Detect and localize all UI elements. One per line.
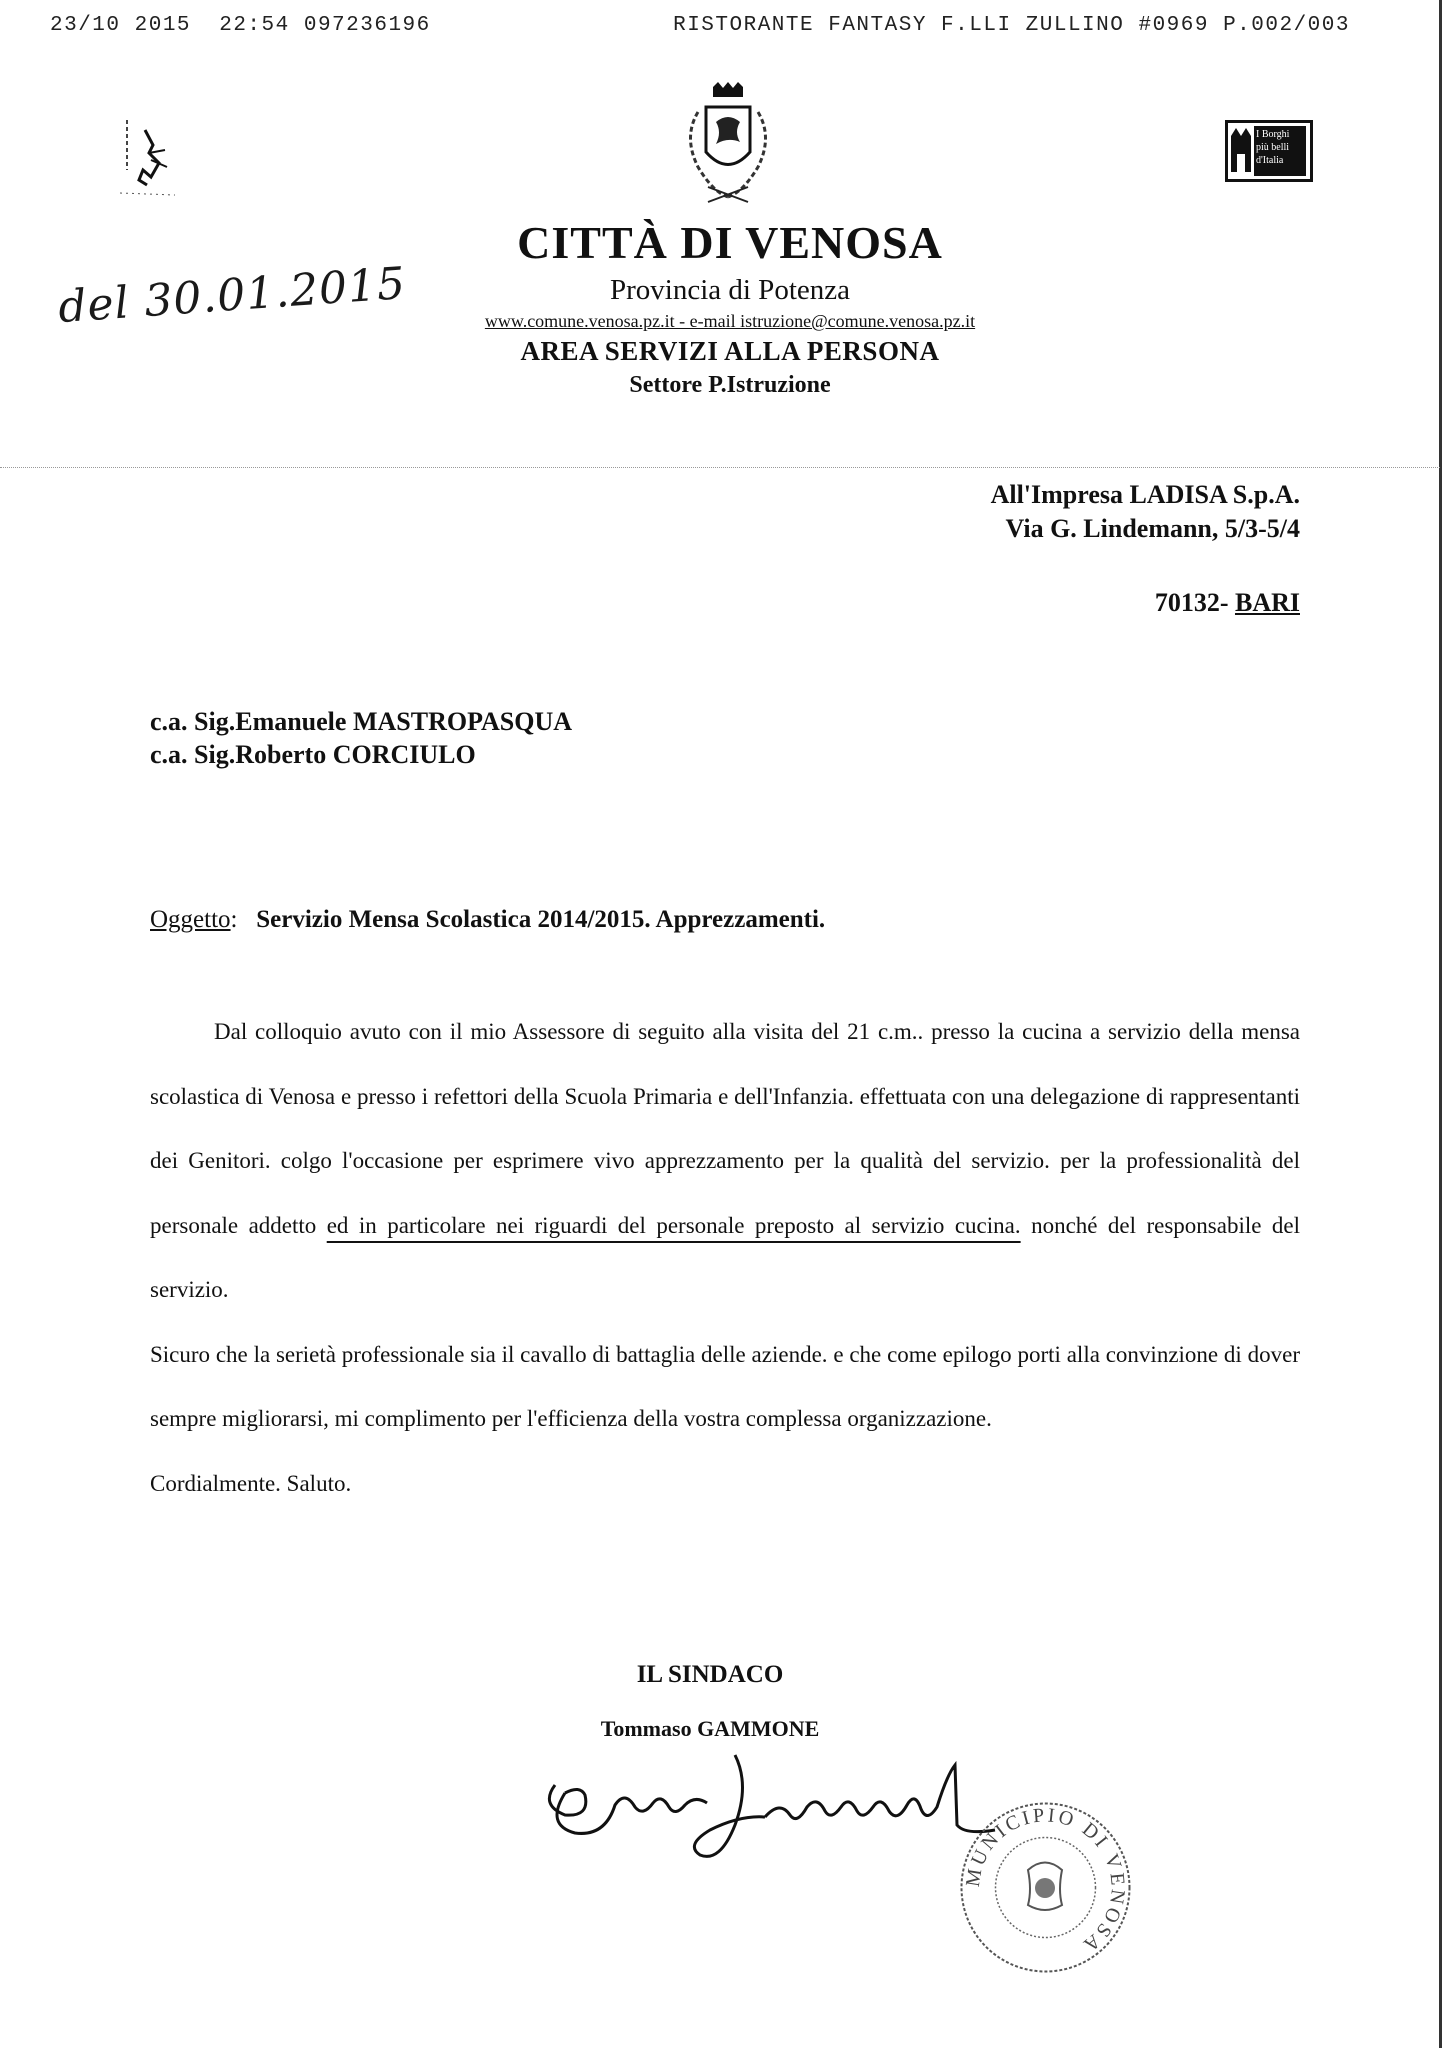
- handwritten-date: del 30.01.2015: [56, 257, 408, 334]
- subject-line: [150, 903, 825, 937]
- page-edge-line: [1439, 0, 1442, 2048]
- attention-line2: c.a. Sig.Roberto CORCIULO: [150, 740, 476, 769]
- borghi-logo: [1225, 120, 1313, 182]
- borghi-logo-text: I Borghi più belli d'Italia: [1254, 126, 1306, 176]
- area-title: AREA SERVIZI ALLA PERSONA: [520, 336, 940, 366]
- subject-text: Servizio Mensa Scolastica 2014/2015. Apprezzamenti.: [256, 906, 826, 933]
- municipal-seal: [958, 1800, 1133, 1975]
- body-paragraph-1: [150, 1000, 1300, 1323]
- handwritten-signature: [535, 1745, 1015, 1865]
- sector-title: Settore P.Istruzione: [629, 372, 831, 398]
- letterhead: [380, 215, 1080, 401]
- recipient-line1: All'Impresa LADISA S.p.A.: [990, 480, 1300, 509]
- recipient-city: BARI: [1234, 588, 1300, 617]
- header-divider: [0, 467, 1440, 468]
- signatory-name: Tommaso GAMMONE: [600, 1716, 820, 1741]
- city-title: CITTÀ DI VENOSA: [517, 217, 943, 268]
- borghi-logo-icon: [1228, 126, 1254, 176]
- signatory-block: [560, 1658, 860, 1744]
- city-crest-icon: [668, 82, 788, 212]
- recipient-city-line: [991, 586, 1300, 620]
- web-email-line: www.comune.venosa.pz.it - e-mail istruzione@comune.venosa.pz.it: [484, 311, 976, 331]
- subject-label: Oggetto: [150, 906, 231, 933]
- province: Provincia di Potenza: [609, 274, 850, 306]
- seal-text: MUNICIPIO DI VENOSA: [961, 1804, 1129, 1958]
- attention-line1: c.a. Sig.Emanuele MASTROPASQUA: [150, 707, 573, 736]
- fax-header: [50, 14, 1350, 44]
- left-emblem-icon: [115, 115, 185, 205]
- recipient-line2: Via G. Lindemann, 5/3-5/4: [1005, 514, 1300, 543]
- recipient-address: [991, 478, 1300, 620]
- subject-colon: :: [230, 906, 250, 933]
- body-p1-underlined: ed in particolare nei riguardi del personale preposto al servizio cucina.: [326, 1212, 1021, 1238]
- body-p1-part2: nonché del responsabile del servizio.: [150, 1212, 1300, 1302]
- letter-body: [150, 1000, 1300, 1516]
- body-closing: Cordialmente. Saluto.: [150, 1470, 352, 1496]
- attention-lines: [150, 705, 572, 771]
- recipient-postcode: 70132-: [1154, 588, 1229, 617]
- fax-header-right: RISTORANTE FANTASY F.LLI ZULLINO #0969 P.002/003: [673, 14, 1350, 37]
- signatory-title: IL SINDACO: [636, 1661, 784, 1688]
- body-p1-part1: Dal colloquio avuto con il mio Assessore di seguito alla visita del 21 c.m.. presso la cucina a servizio della mensa scolastica di Venosa e presso i refettori della Scuola Primaria e dell'Infanzia. effettuata con una delegazione di rappresentanti dei Genitori. colgo l'occasione per esprimere vivo apprezzamento per la qualità del servizio. per la professionalità del personale addetto: [150, 1019, 1300, 1238]
- fax-header-left: 23/10 2015 22:54 097236196: [50, 14, 431, 37]
- body-paragraph-2: Sicuro che la serietà professionale sia il cavallo di battaglia delle aziende. e che come epilogo porti alla convinzione di dover sempre migliorarsi, mi complimento per l'efficienza della vostra complessa organizzazione.: [150, 1341, 1300, 1431]
